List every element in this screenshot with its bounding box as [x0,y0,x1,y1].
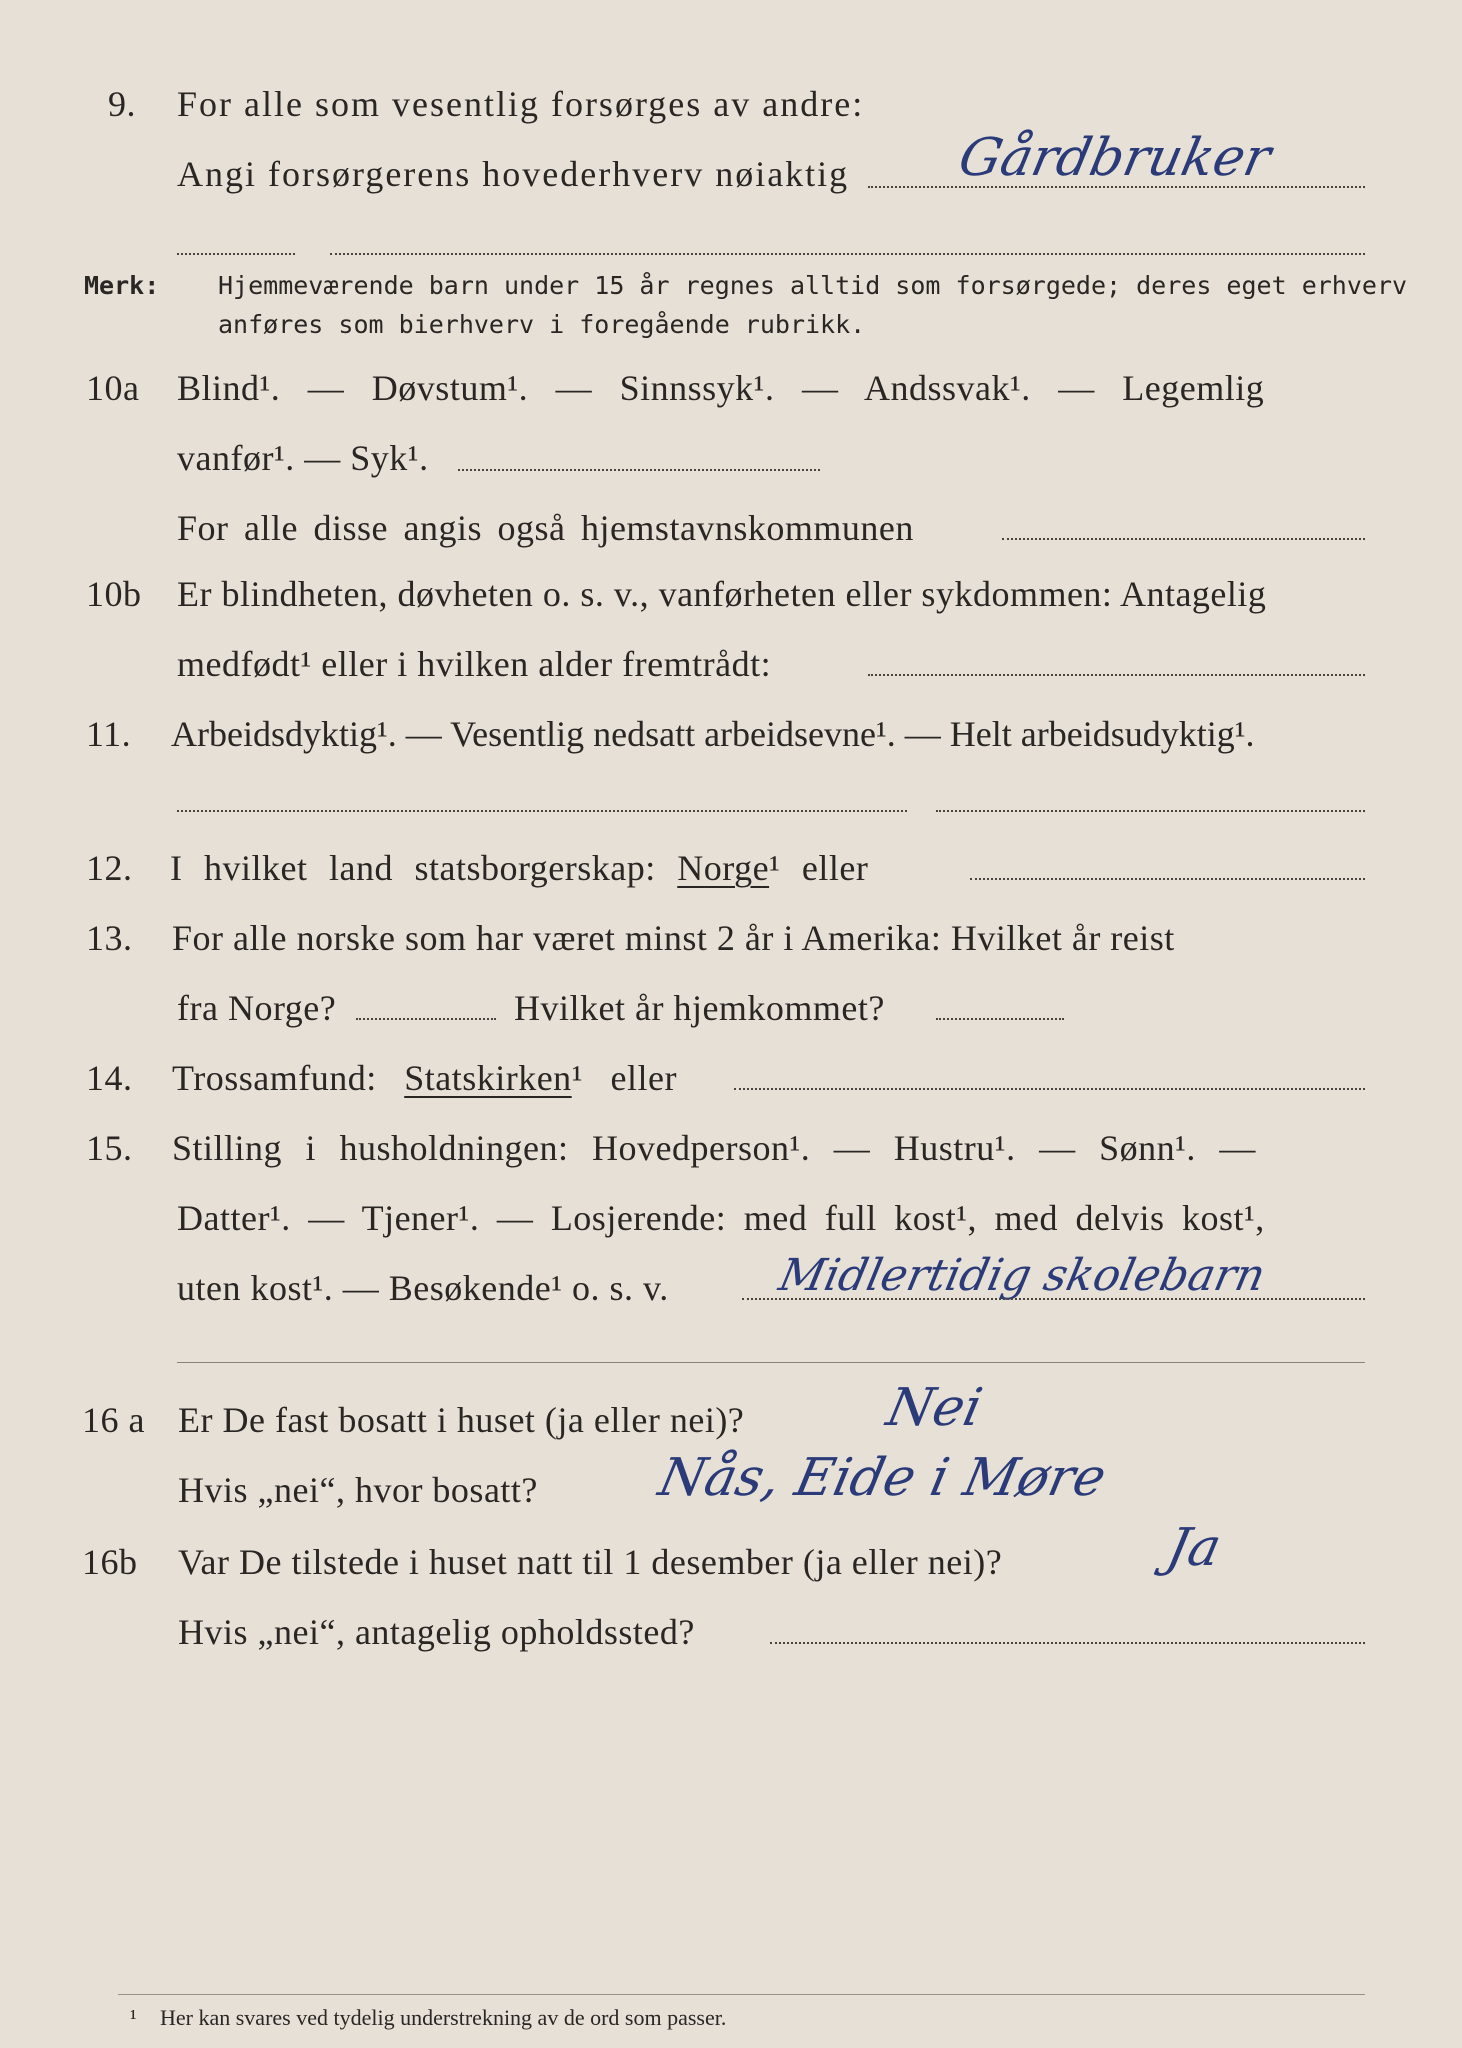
question-12-answer-line [970,878,1365,880]
question-12-norge-underlined[interactable]: Norge [677,848,770,888]
question-13-reist-line [356,1018,496,1020]
question-14-prefix: Trossamfund: [172,1058,377,1098]
footnote-rule [118,1994,1365,1995]
footnote-text: Her kan svares ved tydelig understrekning av de ord som passer. [160,2005,727,2030]
question-16a-answer1[interactable]: Nei [881,1378,988,1438]
question-15-number: 15. [86,1128,133,1168]
question-9-extra-line-b [330,253,1365,255]
question-16a-line2: Hvis „nei“, hvor bosatt? [178,1470,538,1510]
question-13-line2b: Hvilket år hjemkommet? [514,988,885,1028]
question-16b-line1: Var De tilstede i huset natt til 1 desember (ja eller nei)? [178,1542,1003,1582]
question-13-line2a: fra Norge? [177,988,337,1028]
question-9-answer[interactable]: Gårdbruker [953,128,1276,188]
question-14-text [172,1056,677,1100]
question-16a-line1: Er De fast bosatt i huset (ja eller nei)? [178,1400,745,1440]
question-10b-number: 10b [86,574,142,614]
question-16b-line2: Hvis „nei“, antagelig opholdssted? [178,1612,695,1652]
question-14-number: 14. [86,1058,133,1098]
question-16a-answer2[interactable]: Nås, Eide i Møre [653,1448,1112,1508]
question-10a-number: 10a [86,368,140,408]
question-12-suffix: ¹ eller [769,848,869,888]
question-11-number: 11. [86,714,132,754]
question-10a-hjemstavn-line [1002,538,1365,540]
question-15-answer-line [742,1298,1365,1300]
question-9-answer-line [868,186,1365,188]
question-13-line1: For alle norske som har været minst 2 år i Amerika: Hvilket år reist [172,918,1175,958]
question-9-line2: Angi forsørgerens hovederhverv nøiaktig [177,154,850,194]
question-16b-number: 16b [82,1542,138,1582]
question-11-extra-line-a [177,810,907,812]
question-11-line1: Arbeidsdyktig¹. — Vesentlig nedsatt arbeidsevne¹. — Helt arbeidsudyktig¹. [171,714,1255,754]
question-10a-syk-line [458,469,820,471]
question-12-number: 12. [86,848,133,888]
question-12-prefix: I hvilket land statsborgerskap: [170,848,656,888]
question-16b-answer1[interactable]: Ja [1161,1518,1227,1578]
question-10a-line3: For alle disse angis også hjemstavnskommunen [177,508,914,548]
note-merk-line2: anføres som bierhverv i foregående rubrikk. [218,310,866,339]
question-14-answer-line [734,1088,1365,1090]
question-12-text [170,846,868,890]
question-10b-line1: Er blindheten, døvheten o. s. v., vanførheten eller sykdommen: Antagelig [177,574,1267,614]
question-16b-answer-line [770,1642,1365,1644]
note-merk-line1: Hjemmeværende barn under 15 år regnes alltid som forsørgede; deres eget erhverv [218,271,1408,300]
question-15-line1: Stilling i husholdningen: Hovedperson¹. — Hustru¹. — Sønn¹. — [172,1128,1256,1168]
question-16a-number: 16 a [82,1400,145,1440]
question-9-number: 9. [108,84,136,124]
question-15-line2: Datter¹. — Tjener¹. — Losjerende: med full kost¹, med delvis kost¹, [177,1198,1265,1238]
question-14-statskirken-underlined[interactable]: Statskirken [404,1058,572,1098]
question-10b-answer-line [868,674,1365,676]
question-13-hjemkommet-line [936,1018,1064,1020]
question-10a-line1: Blind¹. — Døvstum¹. — Sinnssyk¹. — Andssvak¹. — Legemlig [177,368,1265,408]
question-13-number: 13. [86,918,133,958]
note-merk-label: Merk: [84,271,160,300]
question-15-line3: uten kost¹. — Besøkende¹ o. s. v. [177,1268,669,1308]
question-9-line1: For alle som vesentlig forsørges av andre: [177,84,865,124]
question-11-extra-line-b [936,810,1365,812]
question-9-extra-line-a [177,253,295,255]
question-10b-line2: medfødt¹ eller i hvilken alder fremtrådt: [177,644,772,684]
question-10a-line2: vanfør¹. — Syk¹. [177,438,429,478]
question-14-suffix: ¹ eller [571,1058,677,1098]
question-15-separator [177,1362,1365,1363]
question-15-answer[interactable]: Midlertidig skolebarn [774,1250,1270,1301]
footnote-mark: ¹ [130,2005,137,2030]
